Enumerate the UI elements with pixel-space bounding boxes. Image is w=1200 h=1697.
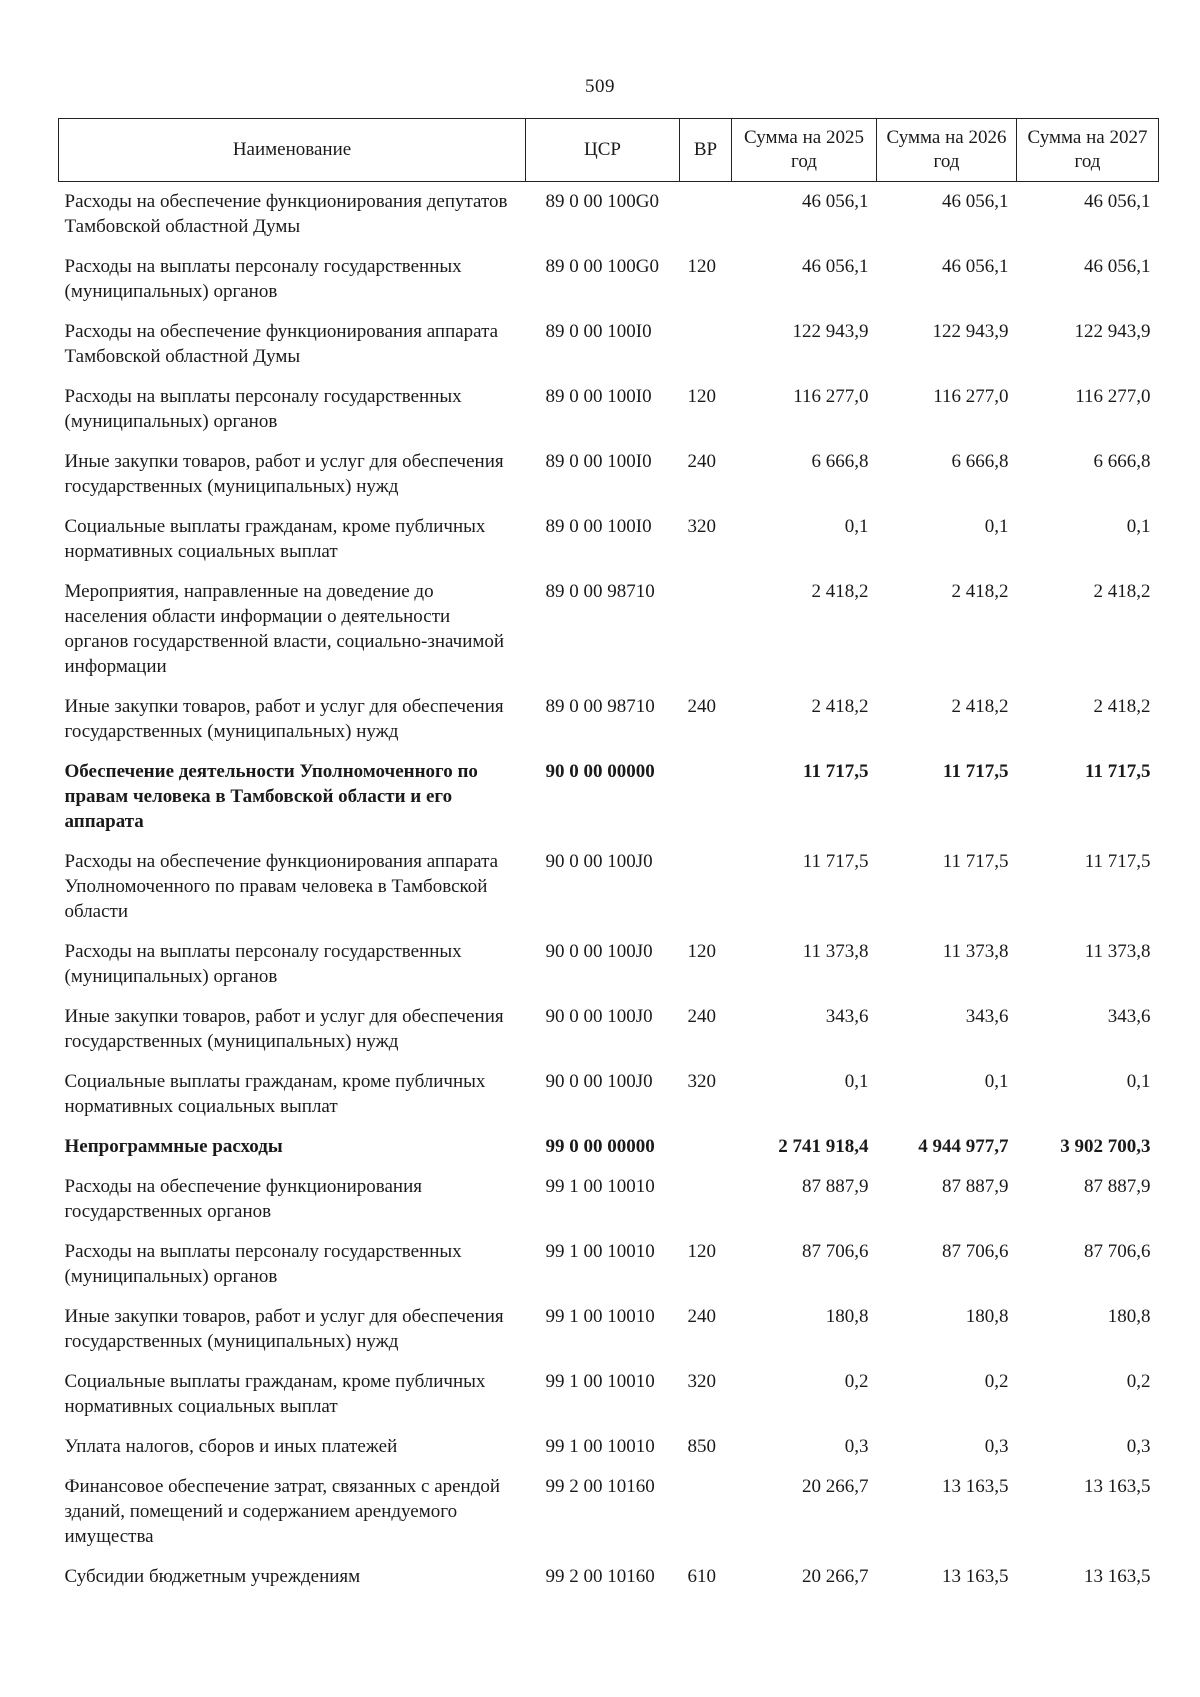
row-vr-cell: [680, 572, 732, 687]
row-csr-cell: 89 0 00 100I0: [545, 516, 652, 537]
row-csr-cell: 90 0 00 100J0: [545, 941, 653, 962]
row-name-cell: Иные закупки товаров, работ и услуг для обеспечения государственных (муниципальных) нужд: [64, 1306, 504, 1352]
row-sum-2027-cell: 11 717,5: [1084, 851, 1151, 872]
row-sum-2026-cell: 116 277,0: [933, 386, 1009, 407]
row-name-cell: Расходы на выплаты персоналу государственных (муниципальных) органов: [64, 256, 462, 302]
table-row: [59, 1167, 1159, 1232]
table-row: [59, 997, 1159, 1062]
row-sum-2025-cell: 11 717,5: [803, 761, 869, 782]
row-csr-cell: 99 1 00 10010: [545, 1436, 655, 1457]
row-sum-2025-cell: 46 056,1: [802, 191, 869, 212]
table-row: [59, 247, 1159, 312]
budget-table: [58, 118, 1159, 1597]
page-number: 509: [585, 76, 615, 97]
row-sum-2027-cell: 6 666,8: [1093, 451, 1151, 472]
row-vr-cell: 610: [687, 1566, 716, 1587]
row-sum-2027-cell: 122 943,9: [1074, 321, 1151, 342]
row-name-cell: Расходы на выплаты персоналу государственных (муниципальных) органов: [64, 941, 462, 987]
row-csr-cell: 89 0 00 98710: [545, 696, 655, 717]
row-name-cell: Социальные выплаты гражданам, кроме публичных нормативных социальных выплат: [64, 1071, 486, 1117]
row-csr-cell: 89 0 00 100I0: [545, 321, 652, 342]
row-sum-2027-cell: 0,3: [1126, 1436, 1151, 1457]
row-sum-2027-cell: 13 163,5: [1084, 1476, 1151, 1497]
row-sum-2025-cell: 2 418,2: [811, 696, 869, 717]
row-csr-cell: 89 0 00 100G0: [545, 191, 659, 212]
row-sum-2026-cell: 11 717,5: [942, 851, 1009, 872]
row-name-cell: Непрограммные расходы: [64, 1136, 283, 1157]
row-vr-cell: 320: [687, 1071, 716, 1092]
row-sum-2026-cell: 13 163,5: [942, 1476, 1009, 1497]
row-sum-2027-cell: 116 277,0: [1075, 386, 1151, 407]
row-name-cell: Расходы на обеспечение функционирования государственных органов: [64, 1176, 422, 1222]
row-sum-2026-cell: 180,8: [965, 1306, 1009, 1327]
header-csr: ЦСР: [526, 119, 680, 182]
row-sum-2026-cell: 0,1: [984, 1071, 1009, 1092]
row-vr-cell: 240: [687, 696, 716, 717]
row-sum-2026-cell: 11 717,5: [943, 761, 1009, 782]
row-sum-2026-cell: 87 706,6: [942, 1241, 1009, 1262]
row-name-cell: Расходы на выплаты персоналу государственных (муниципальных) органов: [64, 386, 462, 432]
row-vr-cell: [680, 842, 732, 932]
row-sum-2026-cell: 122 943,9: [932, 321, 1009, 342]
table-row: [59, 1557, 1159, 1597]
row-sum-2025-cell: 116 277,0: [793, 386, 869, 407]
row-sum-2026-cell: 87 887,9: [942, 1176, 1009, 1197]
table-row: [59, 1362, 1159, 1427]
table-row: [59, 1062, 1159, 1127]
row-name-cell: Социальные выплаты гражданам, кроме публичных нормативных социальных выплат: [64, 1371, 486, 1417]
table-row: [59, 687, 1159, 752]
row-sum-2027-cell: 11 373,8: [1084, 941, 1151, 962]
header-sum-2026: Сумма на 2026 год: [877, 119, 1017, 182]
row-sum-2025-cell: 11 373,8: [802, 941, 869, 962]
row-name-cell: Финансовое обеспечение затрат, связанных с арендой зданий, помещений и содержанием арендуемого имущества: [64, 1476, 501, 1547]
row-sum-2027-cell: 46 056,1: [1084, 256, 1151, 277]
header-sum-2027: Сумма на 2027 год: [1017, 119, 1159, 182]
table-row: [59, 1427, 1159, 1467]
row-name-cell: Иные закупки товаров, работ и услуг для обеспечения государственных (муниципальных) нужд: [64, 451, 504, 497]
row-sum-2027-cell: 87 887,9: [1084, 1176, 1151, 1197]
row-sum-2026-cell: 11 373,8: [942, 941, 1009, 962]
table-row: [59, 572, 1159, 687]
header-vr: ВР: [680, 119, 732, 182]
row-sum-2026-cell: 0,2: [984, 1371, 1009, 1392]
row-csr-cell: 89 0 00 100I0: [545, 386, 652, 407]
row-csr-cell: 89 0 00 100G0: [545, 256, 659, 277]
row-name-cell: Расходы на выплаты персоналу государственных (муниципальных) органов: [64, 1241, 462, 1287]
row-csr-cell: 89 0 00 100I0: [545, 451, 652, 472]
row-vr-cell: 120: [687, 1241, 716, 1262]
table-row: [59, 182, 1159, 248]
row-sum-2025-cell: 0,1: [844, 1071, 869, 1092]
row-sum-2027-cell: 87 706,6: [1084, 1241, 1151, 1262]
row-sum-2025-cell: 180,8: [825, 1306, 869, 1327]
table-row: [59, 442, 1159, 507]
table-row: [59, 1297, 1159, 1362]
row-sum-2027-cell: 13 163,5: [1084, 1566, 1151, 1587]
table-row: [59, 842, 1159, 932]
row-vr-cell: [680, 182, 732, 248]
row-vr-cell: 240: [687, 1306, 716, 1327]
row-vr-cell: [680, 1167, 732, 1232]
row-name-cell: Расходы на обеспечение функционирования аппарата Уполномоченного по правам человека в Тамбовской области: [64, 851, 499, 922]
row-sum-2025-cell: 0,2: [844, 1371, 869, 1392]
row-vr-cell: [680, 1467, 732, 1557]
row-sum-2026-cell: 6 666,8: [951, 451, 1009, 472]
row-vr-cell: 850: [687, 1436, 716, 1457]
row-sum-2027-cell: 2 418,2: [1093, 581, 1151, 602]
row-sum-2025-cell: 2 418,2: [811, 581, 869, 602]
row-name-cell: Социальные выплаты гражданам, кроме публичных нормативных социальных выплат: [64, 516, 486, 562]
row-name-cell: Субсидии бюджетным учреждениям: [64, 1566, 361, 1587]
row-sum-2025-cell: 0,3: [844, 1436, 869, 1457]
row-name-cell: Мероприятия, направленные на доведение до населения области информации о деятельности органов государственной власти, социально-значимой информации: [64, 581, 505, 677]
row-vr-cell: 240: [687, 1006, 716, 1027]
row-vr-cell: [680, 752, 732, 842]
row-vr-cell: 120: [687, 941, 716, 962]
row-sum-2025-cell: 87 706,6: [802, 1241, 869, 1262]
row-sum-2026-cell: 0,3: [984, 1436, 1009, 1457]
row-sum-2026-cell: 4 944 977,7: [918, 1136, 1009, 1157]
row-sum-2025-cell: 46 056,1: [802, 256, 869, 277]
table-row: [59, 1127, 1159, 1167]
table-row: [59, 312, 1159, 377]
row-name-cell: Иные закупки товаров, работ и услуг для обеспечения государственных (муниципальных) нужд: [64, 1006, 504, 1052]
row-sum-2026-cell: 343,6: [965, 1006, 1009, 1027]
row-sum-2027-cell: 3 902 700,3: [1060, 1136, 1151, 1157]
header-name: Наименование: [59, 119, 526, 182]
row-name-cell: Расходы на обеспечение функционирования депутатов Тамбовской областной Думы: [64, 191, 508, 237]
row-sum-2027-cell: 0,2: [1126, 1371, 1151, 1392]
row-sum-2027-cell: 46 056,1: [1084, 191, 1151, 212]
row-sum-2026-cell: 2 418,2: [951, 581, 1009, 602]
row-vr-cell: 120: [687, 386, 716, 407]
row-sum-2026-cell: 46 056,1: [942, 191, 1009, 212]
row-sum-2026-cell: 0,1: [984, 516, 1009, 537]
row-csr-cell: 99 0 00 00000: [545, 1136, 655, 1157]
table-body: [59, 182, 1159, 1598]
row-csr-cell: 90 0 00 00000: [545, 761, 655, 782]
row-sum-2025-cell: 6 666,8: [811, 451, 869, 472]
row-vr-cell: 240: [687, 451, 716, 472]
row-sum-2025-cell: 2 741 918,4: [778, 1136, 869, 1157]
row-csr-cell: 99 1 00 10010: [545, 1306, 655, 1327]
table-row: [59, 377, 1159, 442]
row-sum-2026-cell: 13 163,5: [942, 1566, 1009, 1587]
row-vr-cell: [680, 312, 732, 377]
row-sum-2026-cell: 2 418,2: [951, 696, 1009, 717]
row-csr-cell: 90 0 00 100J0: [545, 1006, 653, 1027]
row-sum-2027-cell: 0,1: [1126, 1071, 1151, 1092]
row-csr-cell: 99 1 00 10010: [545, 1241, 655, 1262]
table-row: [59, 1232, 1159, 1297]
row-sum-2025-cell: 343,6: [825, 1006, 869, 1027]
row-name-cell: Расходы на обеспечение функционирования аппарата Тамбовской областной Думы: [64, 321, 499, 367]
table-row: [59, 932, 1159, 997]
row-sum-2025-cell: 122 943,9: [792, 321, 869, 342]
table-header-row: [59, 119, 1159, 182]
row-csr-cell: 89 0 00 98710: [545, 581, 655, 602]
table-row: [59, 507, 1159, 572]
row-sum-2027-cell: 11 717,5: [1085, 761, 1151, 782]
row-sum-2025-cell: 0,1: [844, 516, 869, 537]
row-sum-2025-cell: 20 266,7: [802, 1476, 869, 1497]
row-sum-2027-cell: 0,1: [1126, 516, 1151, 537]
row-sum-2025-cell: 87 887,9: [802, 1176, 869, 1197]
row-name-cell: Обеспечение деятельности Уполномоченного по правам человека в Тамбовской области и его аппарата: [64, 761, 478, 832]
row-csr-cell: 90 0 00 100J0: [545, 851, 653, 872]
table-row: [59, 1467, 1159, 1557]
row-name-cell: Иные закупки товаров, работ и услуг для обеспечения государственных (муниципальных) нужд: [64, 696, 504, 742]
row-vr-cell: 120: [687, 256, 716, 277]
row-sum-2026-cell: 46 056,1: [942, 256, 1009, 277]
row-sum-2025-cell: 20 266,7: [802, 1566, 869, 1587]
row-vr-cell: [680, 1127, 732, 1167]
row-csr-cell: 99 2 00 10160: [545, 1566, 655, 1587]
row-vr-cell: 320: [687, 516, 716, 537]
row-csr-cell: 90 0 00 100J0: [545, 1071, 653, 1092]
row-csr-cell: 99 1 00 10010: [545, 1371, 655, 1392]
row-sum-2025-cell: 11 717,5: [802, 851, 869, 872]
row-csr-cell: 99 1 00 10010: [545, 1176, 655, 1197]
row-sum-2027-cell: 343,6: [1107, 1006, 1151, 1027]
row-name-cell: Уплата налогов, сборов и иных платежей: [64, 1436, 398, 1457]
row-sum-2027-cell: 180,8: [1107, 1306, 1151, 1327]
row-vr-cell: 320: [687, 1371, 716, 1392]
table-row: [59, 752, 1159, 842]
row-sum-2027-cell: 2 418,2: [1093, 696, 1151, 717]
header-sum-2025: Сумма на 2025 год: [732, 119, 877, 182]
row-csr-cell: 99 2 00 10160: [545, 1476, 655, 1497]
